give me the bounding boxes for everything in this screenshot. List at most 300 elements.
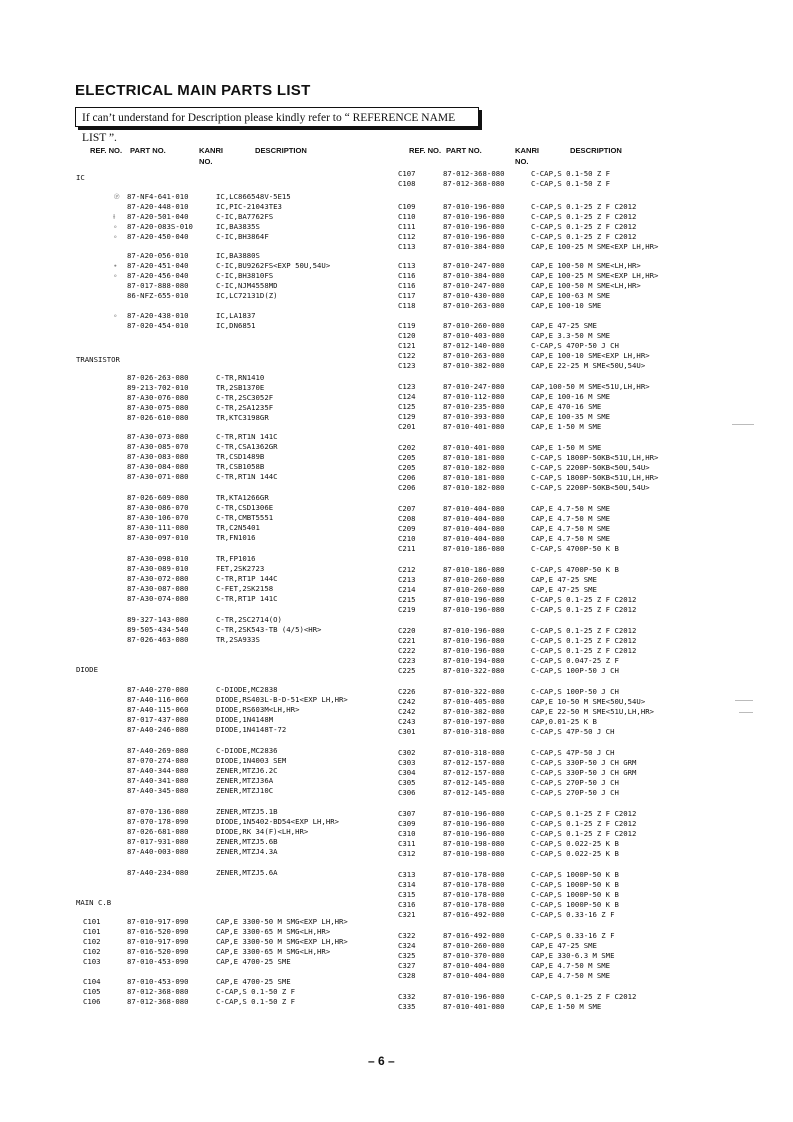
part-no: 87-012-145-080 [443, 778, 505, 787]
ref-no: C108 [398, 179, 416, 188]
handwritten-check-mark: ∘ [113, 311, 118, 320]
part-no: 87-A30-071-080 [127, 472, 189, 481]
description: C-CAP,S 4700P-50 K B [531, 544, 619, 553]
ref-no: C125 [398, 402, 416, 411]
part-no: 87-017-931-080 [127, 837, 189, 846]
ref-no: C121 [398, 341, 416, 350]
description: CAP,E 10-50 M SME<50U,54U> [531, 697, 646, 706]
description: IC,DN6851 [216, 321, 256, 330]
description: C-CAP,S 0.1-25 Z F C2012 [531, 626, 637, 635]
ref-no: C205 [398, 453, 416, 462]
description: ZENER,MTZJ6.2C [216, 766, 278, 775]
description: C-CAP,S 1800P-50KB<51U,LH,HR> [531, 473, 659, 482]
part-no: 87-010-196-080 [443, 809, 505, 818]
ref-no: C120 [398, 331, 416, 340]
part-no: 87-010-198-080 [443, 849, 505, 858]
description: C-IC,BH3864F [216, 232, 269, 241]
part-no: 87-010-235-080 [443, 402, 505, 411]
part-no: 87-A30-076-080 [127, 393, 189, 402]
part-no: 87-A20-451-040 [127, 261, 189, 270]
description: DIODE,1N4148M [216, 715, 274, 724]
ref-no: C110 [398, 212, 416, 221]
part-no: 87-010-178-080 [443, 870, 505, 879]
description: CAP,E 3300-65 M SMG<LH,HR> [216, 927, 331, 936]
part-no: 87-NF4-641-010 [127, 192, 189, 201]
ref-no: C306 [398, 788, 416, 797]
part-no: 87-A30-111-080 [127, 523, 189, 532]
part-no: 87-A30-073-080 [127, 432, 189, 441]
part-no: 87-010-404-080 [443, 504, 505, 513]
part-no: 87-010-430-080 [443, 291, 505, 300]
part-no: 87-A40-270-080 [127, 685, 189, 694]
description: C-CAP,S 0.1-25 Z F C2012 [531, 212, 637, 221]
description: C-IC,BH3810FS [216, 271, 274, 280]
description: C-CAP,S 0.1-50 Z F [531, 179, 611, 188]
part-no: 87-070-178-090 [127, 817, 189, 826]
ref-no: C335 [398, 1002, 416, 1011]
part-no: 87-A20-456-040 [127, 271, 189, 280]
handwritten-check-mark: ∙ [113, 261, 118, 270]
part-no: 87-010-194-080 [443, 656, 505, 665]
description: C-CAP,S 4700P-50 K B [531, 565, 619, 574]
part-no: 87-A20-438-010 [127, 311, 189, 320]
description: CAP,E 100-25 M SME<EXP LH,HR> [531, 242, 659, 251]
part-no: 89-505-434-540 [127, 625, 189, 634]
part-no: 87-A40-344-080 [127, 766, 189, 775]
header-ref-no: REF. NO. [90, 146, 123, 155]
part-no: 87-010-198-080 [443, 839, 505, 848]
ref-no: C213 [398, 575, 416, 584]
description: CAP,E 1-50 M SME [531, 1002, 602, 1011]
ref-no: C123 [398, 361, 416, 370]
ref-no: C211 [398, 544, 416, 553]
part-no: 87-010-196-080 [443, 595, 505, 604]
description: FET,2SK2723 [216, 564, 265, 573]
part-no: 87-010-247-080 [443, 281, 505, 290]
description: TR,KTA1266GR [216, 493, 269, 502]
ref-no: C118 [398, 301, 416, 310]
description: C-TR,2SC3052F [216, 393, 274, 402]
part-no: 87-A20-501-040 [127, 212, 189, 221]
part-no: 87-010-404-080 [443, 534, 505, 543]
section-heading: TRANSISTOR [76, 355, 120, 364]
ref-no: C312 [398, 849, 416, 858]
ref-no: C107 [398, 169, 416, 178]
ref-no: C215 [398, 595, 416, 604]
description: C-DIODE,MC2838 [216, 685, 278, 694]
part-no: 87-010-384-080 [443, 271, 505, 280]
part-no: 87-026-463-080 [127, 635, 189, 644]
description: C-TR,2SK543-TB (4/5)<HR> [216, 625, 322, 634]
scan-smudge [739, 712, 753, 713]
handwritten-check-mark: ℗ [113, 192, 121, 201]
description: CAP,E 100-10 SME [531, 301, 602, 310]
description: C-CAP,S 47P-50 J CH [531, 748, 615, 757]
ref-no: C123 [398, 382, 416, 391]
ref-no: C102 [83, 937, 101, 946]
description: C-CAP,S 0.047-25 Z F [531, 656, 619, 665]
part-no: 87-010-247-080 [443, 382, 505, 391]
part-no: 87-016-520-090 [127, 927, 189, 936]
part-no: 87-010-260-080 [443, 585, 505, 594]
description: DIODE,1N5402-BD54<EXP LH,HR> [216, 817, 340, 826]
ref-no: C311 [398, 839, 416, 848]
part-no: 87-A30-072-080 [127, 574, 189, 583]
ref-no: C117 [398, 291, 416, 300]
part-no: 87-012-157-080 [443, 758, 505, 767]
part-no: 87-010-112-080 [443, 392, 505, 401]
part-no: 87-026-263-080 [127, 373, 189, 382]
description: DIODE,1N4148T-72 [216, 725, 287, 734]
part-no: 87-A30-097-010 [127, 533, 189, 542]
description: ZENER,MTZJ5.6A [216, 868, 278, 877]
description: CAP,E 100-16 M SME [531, 392, 611, 401]
description: C-CAP,S 270P-50 J CH [531, 778, 619, 787]
ref-no: C206 [398, 483, 416, 492]
ref-no: C210 [398, 534, 416, 543]
description: C-CAP,S 0.1-25 Z F C2012 [531, 595, 637, 604]
ref-no: C303 [398, 758, 416, 767]
description: CAP,E 22-25 M SME<50U,54U> [531, 361, 646, 370]
description: C-IC,NJM4558MD [216, 281, 278, 290]
description: C-TR,CSA1362GR [216, 442, 278, 451]
description: TR,FP1016 [216, 554, 256, 563]
part-no: 87-010-182-080 [443, 463, 505, 472]
description: CAP,E 4.7-50 M SME [531, 534, 611, 543]
part-no: 87-A30-086-070 [127, 503, 189, 512]
ref-no: C202 [398, 443, 416, 452]
part-no: 87-010-182-080 [443, 483, 505, 492]
description: C-CAP,S 0.1-25 Z F C2012 [531, 605, 637, 614]
handwritten-check-mark: ∘ [113, 271, 118, 280]
part-no: 87-A30-084-080 [127, 462, 189, 471]
description: C-CAP,S 0.1-50 Z F [216, 997, 296, 1006]
ref-no: C243 [398, 717, 416, 726]
description: C-CAP,S 47P-50 J CH [531, 727, 615, 736]
description: C-CAP,S 100P-50 J CH [531, 666, 619, 675]
header-kanri-no: NO. [515, 157, 529, 166]
description: C-CAP,S 1000P-50 K B [531, 890, 619, 899]
ref-no: C212 [398, 565, 416, 574]
part-no: 87-016-520-090 [127, 947, 189, 956]
part-no: 87-010-186-080 [443, 565, 505, 574]
part-no: 87-010-322-080 [443, 666, 505, 675]
page-number: – 6 – [368, 1054, 395, 1068]
description: C-CAP,S 0.1-25 Z F C2012 [531, 202, 637, 211]
description: CAP,E 3.3-50 M SME [531, 331, 611, 340]
part-no: 87-A40-341-080 [127, 776, 189, 785]
description: C-TR,RT1P 141C [216, 594, 278, 603]
part-no: 87-016-492-080 [443, 931, 505, 940]
description: TR,CSB1058B [216, 462, 265, 471]
ref-no: C112 [398, 232, 416, 241]
part-no: 87-010-404-080 [443, 971, 505, 980]
part-no: 87-A30-085-070 [127, 442, 189, 451]
part-no: 87-010-370-080 [443, 951, 505, 960]
part-no: 87-010-322-080 [443, 687, 505, 696]
ref-no: C206 [398, 473, 416, 482]
ref-no: C207 [398, 504, 416, 513]
description: CAP,E 100-25 M SME<EXP LH,HR> [531, 271, 659, 280]
part-no: 87-070-274-080 [127, 756, 189, 765]
ref-no: C122 [398, 351, 416, 360]
description: ZENER,MTZJ5.6B [216, 837, 278, 846]
description: CAP,E 3300-65 M SMG<LH,HR> [216, 947, 331, 956]
part-no: 87-016-492-080 [443, 910, 505, 919]
description: C-CAP,S 2200P-50KB<50U,54U> [531, 483, 650, 492]
description: TR,C2N5401 [216, 523, 260, 532]
description: CAP,E 470-16 SME [531, 402, 602, 411]
part-no: 87-010-404-080 [443, 524, 505, 533]
ref-no: C201 [398, 422, 416, 431]
part-no: 87-010-382-080 [443, 361, 505, 370]
header-kanri: KANRI [515, 146, 540, 155]
ref-no: C226 [398, 687, 416, 696]
section-heading: DIODE [76, 665, 98, 674]
part-no: 87-010-917-090 [127, 937, 189, 946]
handwritten-check-mark: Ɨ [113, 212, 116, 221]
description: CAP,E 3300-50 M SMG<EXP LH,HR> [216, 937, 348, 946]
description: CAP,E 47-25 SME [531, 575, 597, 584]
part-no: 87-010-186-080 [443, 544, 505, 553]
ref-no: C219 [398, 605, 416, 614]
part-no: 87-026-681-080 [127, 827, 189, 836]
description: CAP,E 1-50 M SME [531, 422, 602, 431]
part-no: 87-010-181-080 [443, 453, 505, 462]
description: C-CAP,S 330P-50 J CH GRM [531, 768, 637, 777]
part-no: 87-010-196-080 [443, 819, 505, 828]
ref-no: C103 [83, 957, 101, 966]
description: C-TR,2SA1235F [216, 403, 274, 412]
description: CAP,E 47-25 SME [531, 941, 597, 950]
description: IC,LA1837 [216, 311, 256, 320]
part-no: 89-327-143-080 [127, 615, 189, 624]
part-no: 87-010-196-080 [443, 636, 505, 645]
description: CAP,0.01-25 K B [531, 717, 597, 726]
part-no: 87-010-405-080 [443, 697, 505, 706]
part-no: 87-010-260-080 [443, 575, 505, 584]
description: C-CAP,S 1000P-50 K B [531, 870, 619, 879]
ref-no: C208 [398, 514, 416, 523]
header-ref-no: REF. NO. [409, 146, 442, 155]
part-no: 87-010-393-080 [443, 412, 505, 421]
part-no: 87-010-196-080 [443, 202, 505, 211]
part-no: 87-010-260-080 [443, 321, 505, 330]
description: C-CAP,S 330P-50 J CH GRM [531, 758, 637, 767]
description: C-TR,CSD1306E [216, 503, 274, 512]
ref-no: C220 [398, 626, 416, 635]
part-no: 87-010-178-080 [443, 900, 505, 909]
part-no: 87-010-401-080 [443, 422, 505, 431]
part-no: 87-010-404-080 [443, 514, 505, 523]
ref-no: C305 [398, 778, 416, 787]
ref-no: C222 [398, 646, 416, 655]
scan-smudge [735, 700, 753, 701]
ref-no: C223 [398, 656, 416, 665]
ref-no: C310 [398, 829, 416, 838]
description: ZENER,MTZJ10C [216, 786, 274, 795]
description: C-CAP,S 270P-50 J CH [531, 788, 619, 797]
description: CAP,E 47-25 SME [531, 321, 597, 330]
header-kanri: KANRI [199, 146, 224, 155]
ref-no: C113 [398, 242, 416, 251]
ref-no: C309 [398, 819, 416, 828]
part-no: 87-012-140-080 [443, 341, 505, 350]
part-no: 87-010-197-080 [443, 717, 505, 726]
part-no: 87-010-178-080 [443, 880, 505, 889]
part-no: 87-A30-083-080 [127, 452, 189, 461]
ref-no: C321 [398, 910, 416, 919]
part-no: 87-010-196-080 [443, 212, 505, 221]
ref-no: C221 [398, 636, 416, 645]
description: C-FET,2SK2158 [216, 584, 274, 593]
part-no: 89-213-702-010 [127, 383, 189, 392]
description: C-CAP,S 0.1-25 Z F C2012 [531, 222, 637, 231]
part-no: 87-010-453-090 [127, 957, 189, 966]
ref-no: C242 [398, 697, 416, 706]
description: TR,CSD1489B [216, 452, 265, 461]
description: IC,BA3880S [216, 251, 260, 260]
ref-no: C109 [398, 202, 416, 211]
description: C-IC,BU9262FS<EXP 50U,54U> [216, 261, 331, 270]
part-no: 87-012-368-080 [127, 997, 189, 1006]
ref-no: C101 [83, 927, 101, 936]
description: DIODE,RS603M<LH,HR> [216, 705, 300, 714]
part-no: 87-010-178-080 [443, 890, 505, 899]
handwritten-check-mark: ∘ [113, 232, 118, 241]
description: ZENER,MTZJ4.3A [216, 847, 278, 856]
part-no: 87-A30-098-010 [127, 554, 189, 563]
description: CAP,E 4.7-50 M SME [531, 524, 611, 533]
description: C-CAP,S 100P-50 J CH [531, 687, 619, 696]
part-no: 87-010-384-080 [443, 242, 505, 251]
header-kanri-no: NO. [199, 157, 213, 166]
description: C-CAP,S 0.1-25 Z F C2012 [531, 636, 637, 645]
ref-no: C124 [398, 392, 416, 401]
reference-notice-box: If can’t understand for Description please kindly refer to “ REFERENCE NAME LIST ”. [75, 107, 479, 127]
description: CAP,E 4700-25 SME [216, 977, 291, 986]
header-description: DESCRIPTION [255, 146, 307, 155]
description: TR,2SA933S [216, 635, 260, 644]
description: TR,KTC3198GR [216, 413, 269, 422]
description: CAP,E 4.7-50 M SME [531, 504, 611, 513]
description: IC,LC72131D(Z) [216, 291, 278, 300]
description: C-CAP,S 1000P-50 K B [531, 880, 619, 889]
ref-no: C111 [398, 222, 416, 231]
ref-no: C104 [83, 977, 101, 986]
header-part-no: PART NO. [130, 146, 166, 155]
part-no: 87-017-888-080 [127, 281, 189, 290]
ref-no: C327 [398, 961, 416, 970]
description: CAP,E 100-10 SME<EXP LH,HR> [531, 351, 650, 360]
ref-no: C316 [398, 900, 416, 909]
part-no: 87-026-610-080 [127, 413, 189, 422]
part-no: 87-010-196-080 [443, 232, 505, 241]
description: C-DIODE,MC2836 [216, 746, 278, 755]
header-part-no: PART NO. [446, 146, 482, 155]
part-no: 87-010-196-080 [443, 626, 505, 635]
part-no: 87-010-263-080 [443, 301, 505, 310]
ref-no: C302 [398, 748, 416, 757]
part-no: 87-012-368-080 [443, 169, 505, 178]
description: CAP,E 3300-50 M SMG<EXP LH,HR> [216, 917, 348, 926]
description: CAP,E 100-50 M SME<LH,HR> [531, 281, 641, 290]
ref-no: C332 [398, 992, 416, 1001]
part-no: 87-010-917-090 [127, 917, 189, 926]
part-no: 87-A40-003-080 [127, 847, 189, 856]
part-no: 87-010-401-080 [443, 1002, 505, 1011]
description: C-TR,RT1N 141C [216, 432, 278, 441]
ref-no: C328 [398, 971, 416, 980]
description: CAP,E 4.7-50 M SME [531, 961, 611, 970]
part-no: 87-010-260-080 [443, 941, 505, 950]
page-title: ELECTRICAL MAIN PARTS LIST [75, 82, 311, 99]
part-no: 87-A30-106-070 [127, 513, 189, 522]
ref-no: C101 [83, 917, 101, 926]
handwritten-check-mark: ∘ [113, 222, 118, 231]
part-no: 87-010-404-080 [443, 961, 505, 970]
part-no: 87-010-181-080 [443, 473, 505, 482]
ref-no: C322 [398, 931, 416, 940]
part-no: 87-010-453-090 [127, 977, 189, 986]
description: CAP,E 4.7-50 M SME [531, 971, 611, 980]
part-no: 87-010-382-080 [443, 707, 505, 716]
part-no: 87-A30-087-080 [127, 584, 189, 593]
description: C-TR,CMBT5551 [216, 513, 274, 522]
part-no: 87-070-136-080 [127, 807, 189, 816]
description: C-TR,RN1410 [216, 373, 265, 382]
ref-no: C119 [398, 321, 416, 330]
description: C-CAP,S 0.1-25 Z F C2012 [531, 829, 637, 838]
part-no: 86-NFZ-655-010 [127, 291, 189, 300]
ref-no: C301 [398, 727, 416, 736]
part-no: 87-A30-074-080 [127, 594, 189, 603]
description: ZENER,MTZJ36A [216, 776, 274, 785]
part-no: 87-010-263-080 [443, 351, 505, 360]
description: C-CAP,S 0.33-16 Z F [531, 910, 615, 919]
description: IC,LC866548V-5E15 [216, 192, 291, 201]
header-description: DESCRIPTION [570, 146, 622, 155]
ref-no: C314 [398, 880, 416, 889]
part-no: 87-020-454-010 [127, 321, 189, 330]
part-no: 87-A40-246-080 [127, 725, 189, 734]
description: CAP,100-50 M SME<51U,LH,HR> [531, 382, 650, 391]
part-no: 87-010-196-080 [443, 605, 505, 614]
description: DIODE,RS403L-B-D-51<EXP LH,HR> [216, 695, 348, 704]
ref-no: C325 [398, 951, 416, 960]
description: CAP,E 4700-25 SME [216, 957, 291, 966]
part-no: 87-A40-115-060 [127, 705, 189, 714]
description: CAP,E 4.7-50 M SME [531, 514, 611, 523]
part-no: 87-010-247-080 [443, 261, 505, 270]
description: TR,FN1016 [216, 533, 256, 542]
part-no: 87-010-196-080 [443, 992, 505, 1001]
section-heading: IC [76, 173, 85, 182]
part-no: 87-010-401-080 [443, 443, 505, 452]
description: C-CAP,S 0.1-25 Z F C2012 [531, 992, 637, 1001]
ref-no: C105 [83, 987, 101, 996]
description: IC,PIC-21043TE3 [216, 202, 282, 211]
ref-no: C324 [398, 941, 416, 950]
description: CAP,E 100-35 M SME [531, 412, 611, 421]
description: CAP,E 100-50 M SME<LH,HR> [531, 261, 641, 270]
part-no: 87-012-368-080 [127, 987, 189, 996]
part-no: 87-A30-089-010 [127, 564, 189, 573]
description: DIODE,1N4003 SEM [216, 756, 287, 765]
description: CAP,E 47-25 SME [531, 585, 597, 594]
part-no: 87-017-437-080 [127, 715, 189, 724]
ref-no: C106 [83, 997, 101, 1006]
